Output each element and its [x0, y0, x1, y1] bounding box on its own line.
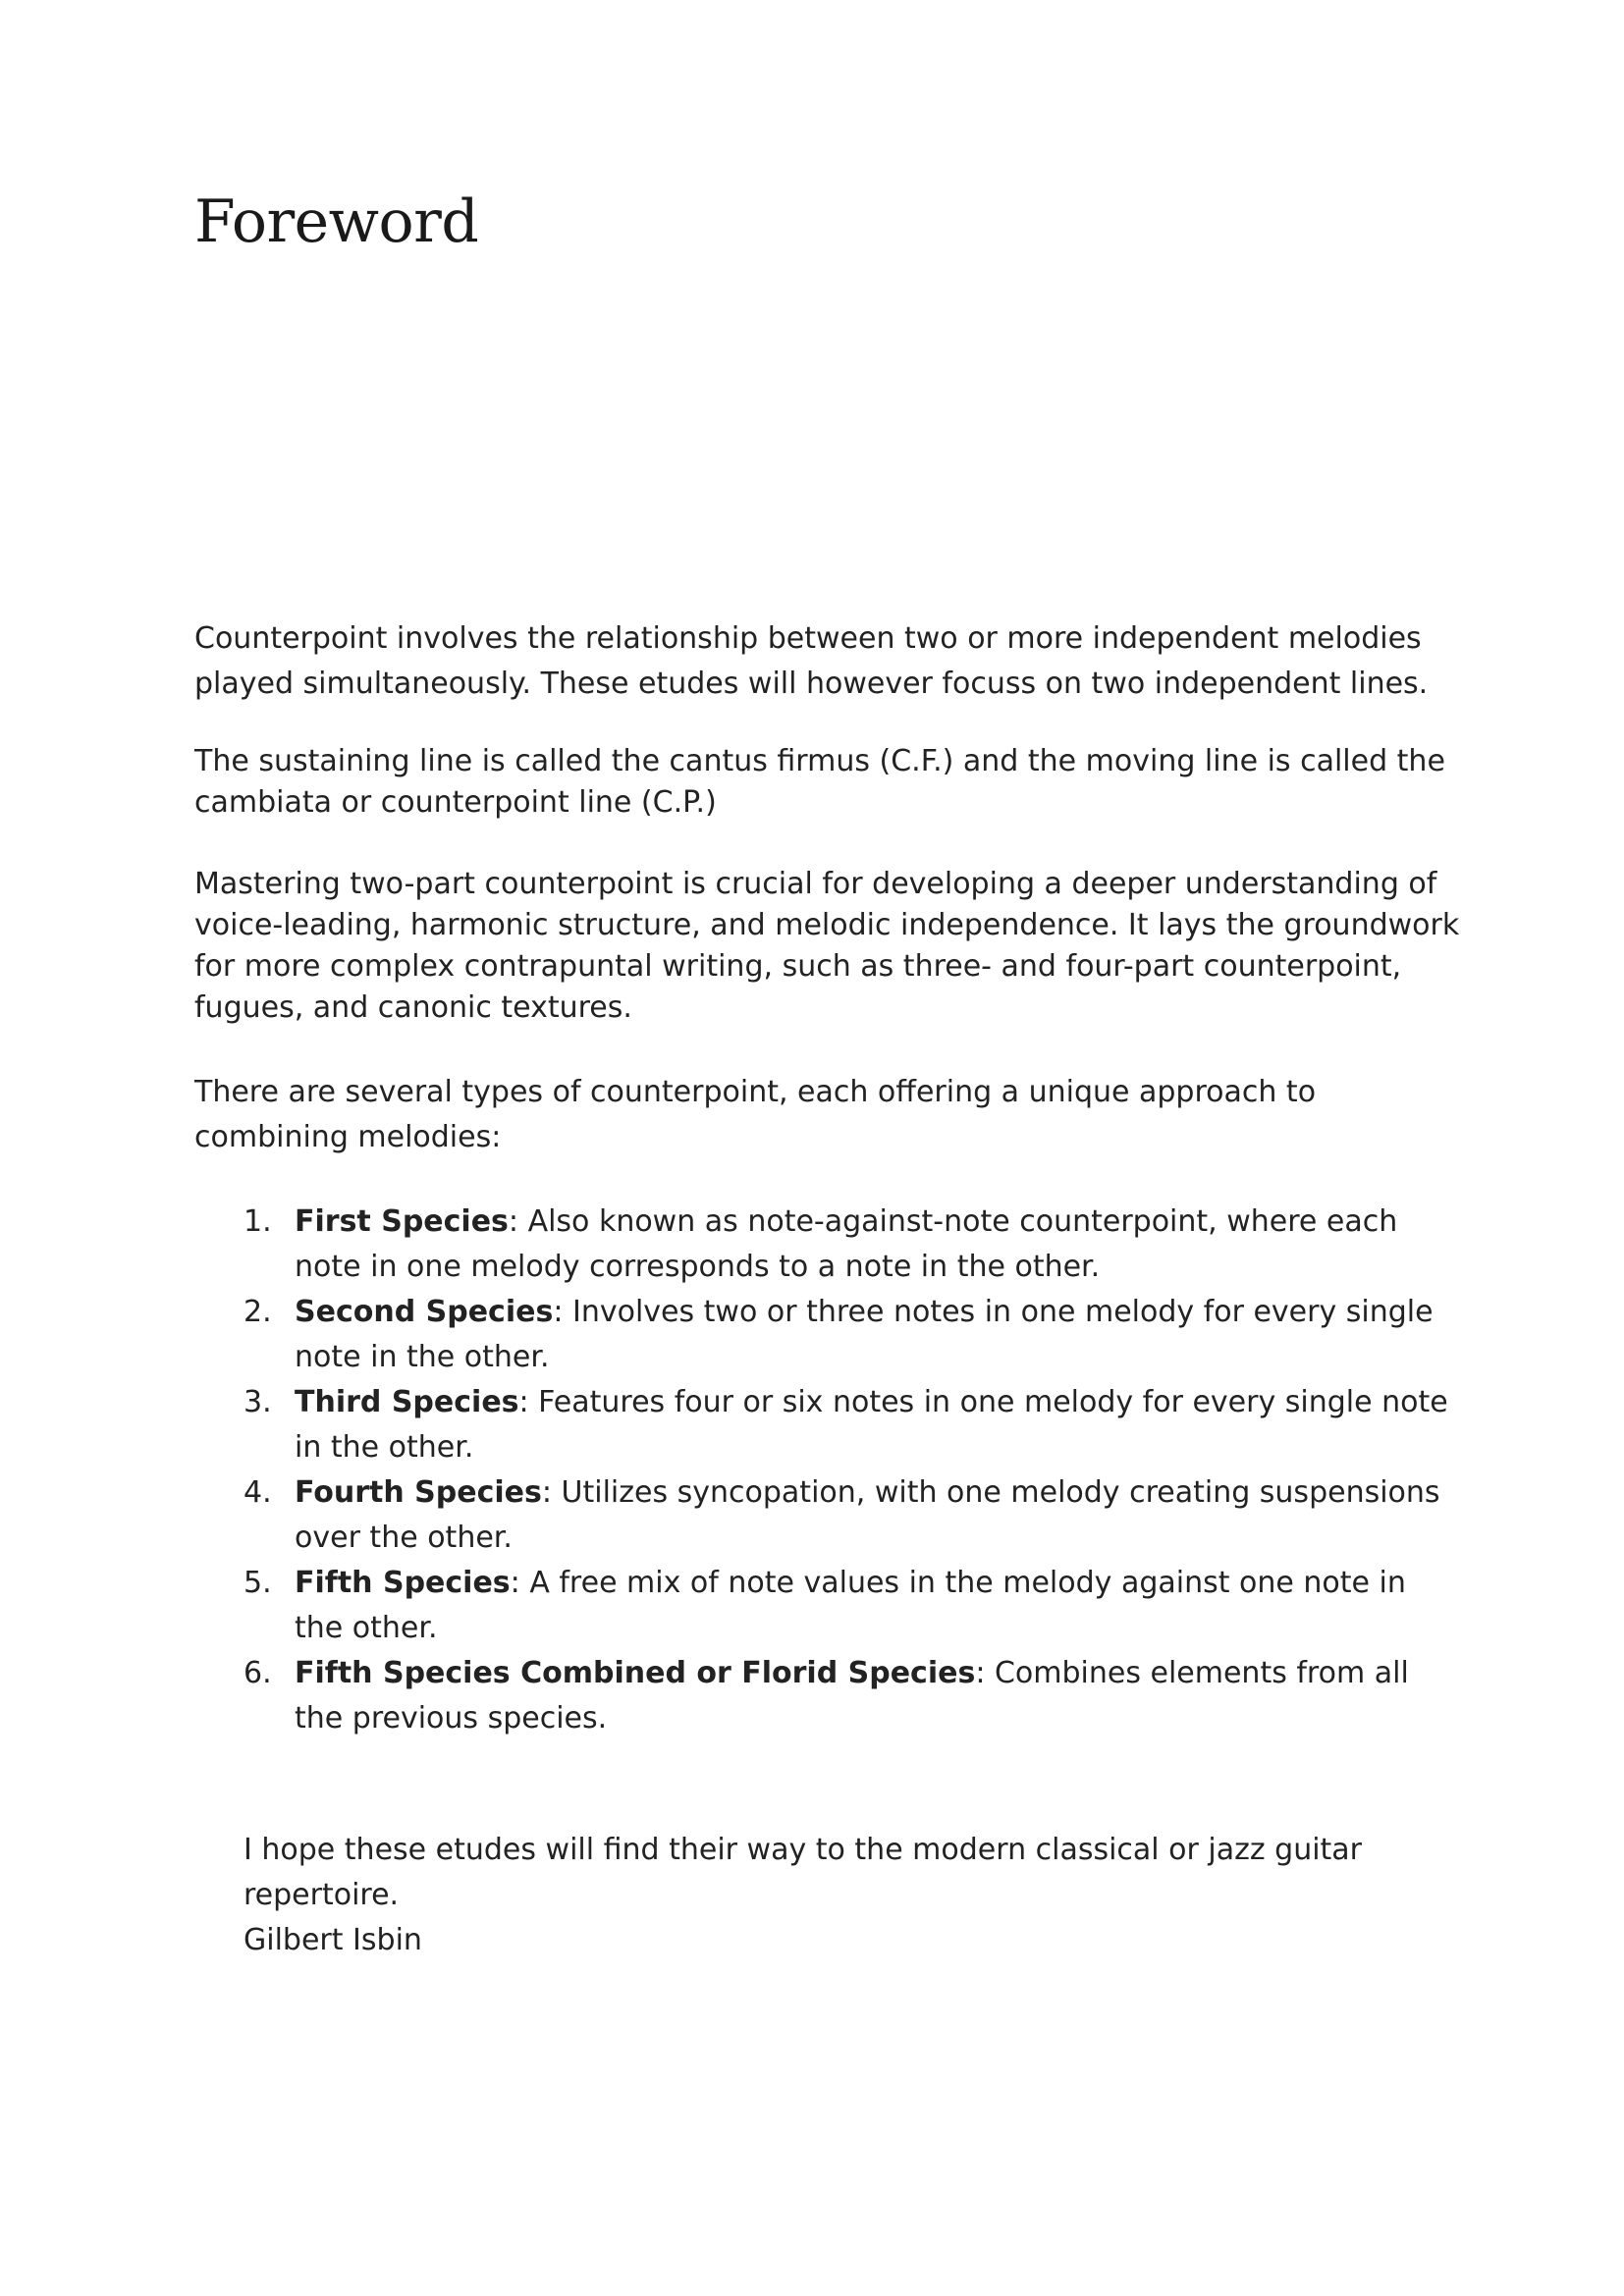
intro-paragraph: Counterpoint involves the relationship between two or more independent melodies played simultaneously. These etudes will however focuss on two independent lines. — [194, 621, 1429, 701]
list-item-number: 1. — [244, 1204, 272, 1239]
list-item-term: Third Species — [295, 1385, 519, 1419]
list-item — [244, 1200, 1451, 1290]
list-item-description: : A free mix of note values in the melody against one note in the other. — [295, 1566, 1406, 1645]
page-title: Foreword — [194, 187, 479, 256]
list-item-number: 5. — [244, 1566, 272, 1600]
list-item-number: 2. — [244, 1295, 272, 1329]
list-item-term: First Species — [295, 1204, 509, 1239]
list-item-description: : Involves two or three notes in one melody for every single note in the other. — [295, 1295, 1434, 1374]
list-item-term: Second Species — [295, 1295, 554, 1329]
list-item-number: 3. — [244, 1385, 272, 1419]
cantus-firmus-paragraph: The sustaining line is called the cantus firmus (C.F.) and the moving line is called the cambiata or counterpoint line (C.P.) — [194, 744, 1445, 820]
closing-message: I hope these etudes will find their way to the modern classical or jazz guitar repertoire. — [244, 1833, 1363, 1912]
types-paragraph: There are several types of counterpoint, each offering a unique approach to combining melodies: — [194, 1075, 1317, 1154]
species-list — [244, 1200, 1451, 1741]
list-item-term: Fifth Species Combined or Florid Species — [295, 1656, 976, 1690]
list-item-term: Fourth Species — [295, 1475, 542, 1510]
list-item — [244, 1561, 1451, 1651]
list-item — [244, 1651, 1451, 1741]
list-item-description: : Utilizes syncopation, with one melody creating suspensions over the other. — [295, 1475, 1440, 1555]
list-item — [244, 1470, 1451, 1561]
list-item-number: 4. — [244, 1475, 272, 1510]
list-item — [244, 1380, 1451, 1470]
author-name: Gilbert Isbin — [244, 1923, 422, 1957]
mastering-paragraph: Mastering two-part counterpoint is crucial for developing a deeper understanding of voice-leading, harmonic structure, and melodic independence. It lays the groundwork for more complex contrapuntal writing, such as three- and four-part counterpoint, fugues, and canonic textures. — [194, 867, 1460, 1025]
list-item — [244, 1290, 1451, 1380]
list-item-term: Fifth Species — [295, 1566, 511, 1600]
list-item-description: : Combines elements from all the previous species. — [295, 1656, 1409, 1735]
list-item-description: : Also known as note-against-note counterpoint, where each note in one melody corresponds to a note in the other. — [295, 1204, 1398, 1284]
closing-note — [244, 1828, 1520, 1963]
list-item-description: : Features four or six notes in one melody for every single note in the other. — [295, 1385, 1448, 1465]
list-item-number: 6. — [244, 1656, 272, 1690]
